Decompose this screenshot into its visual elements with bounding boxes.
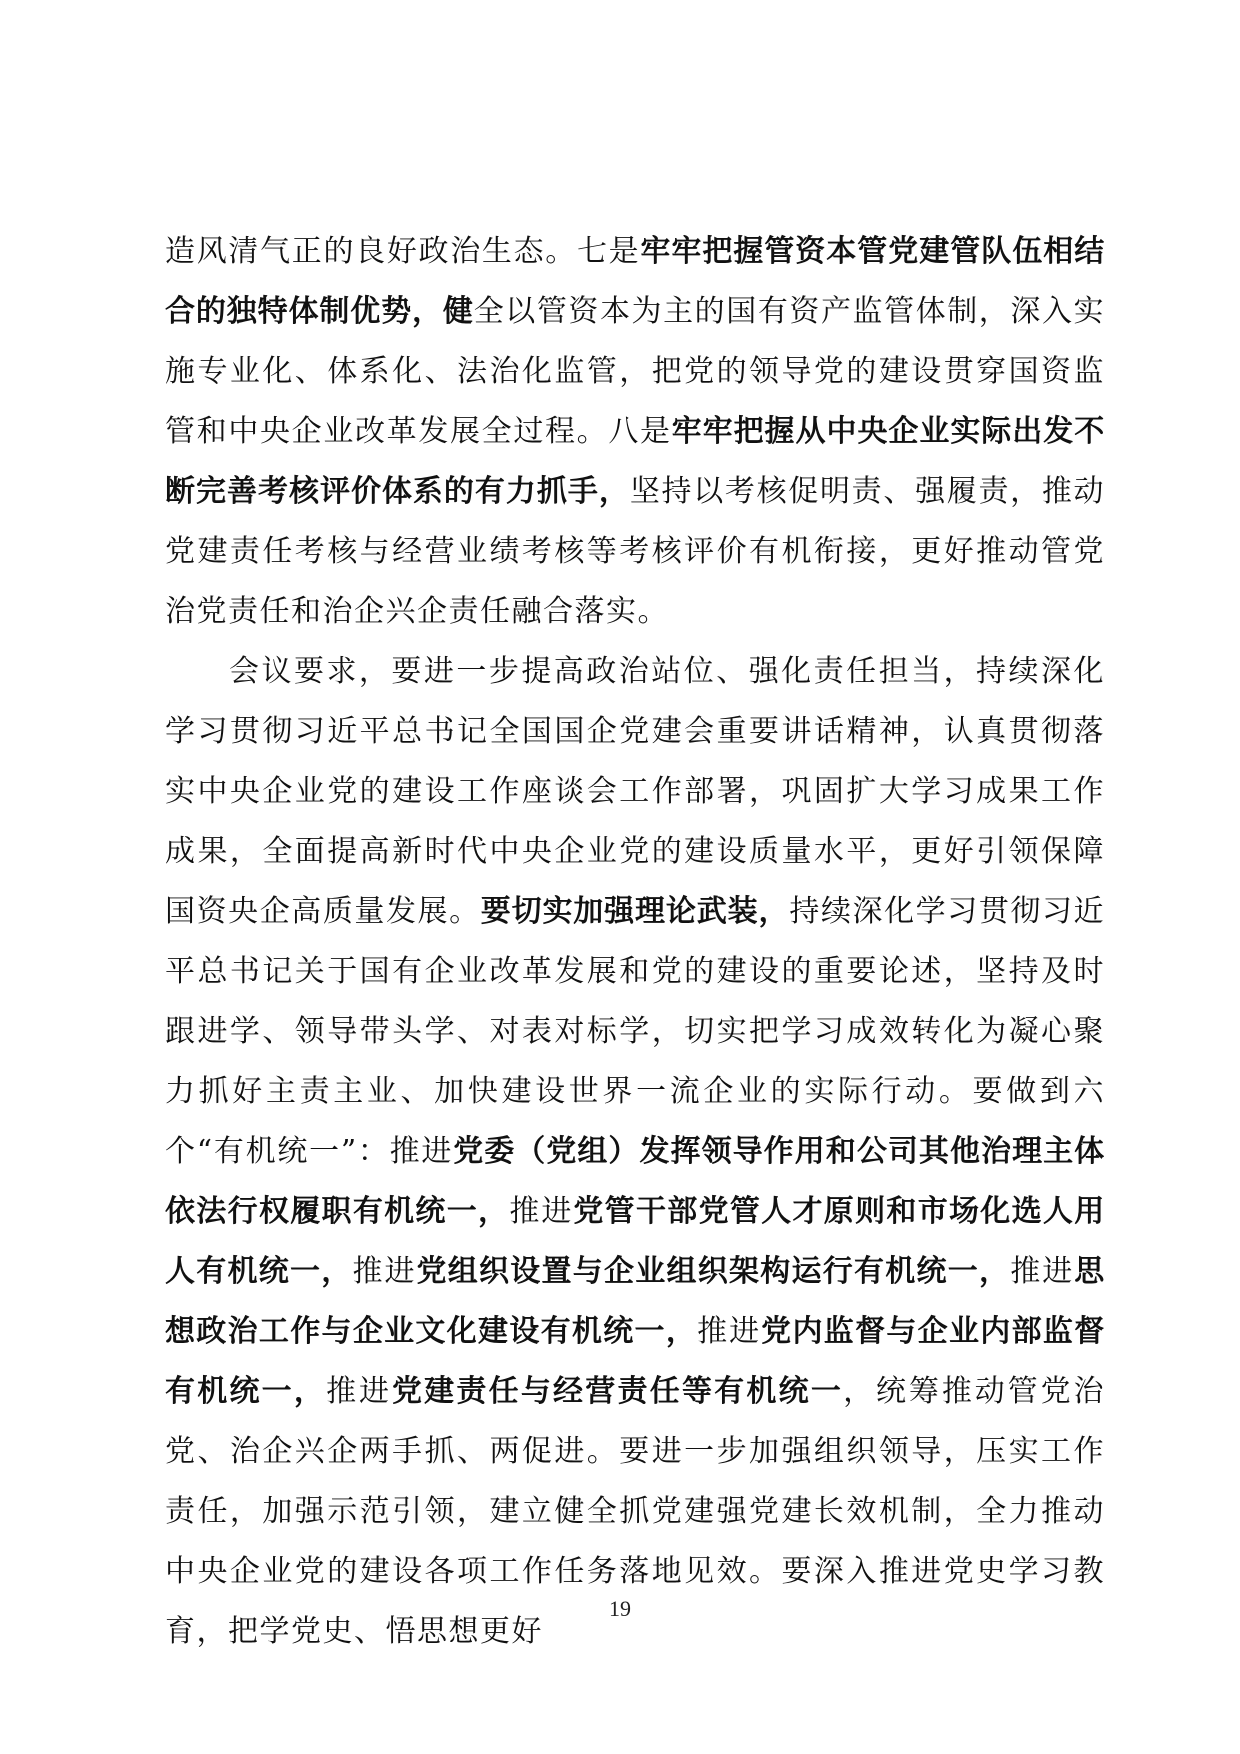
text-run: 推进 <box>352 1254 417 1289</box>
text-run: 坚持以考核促明责、强履责，推动党建责任考核与经营业绩考核等考核评价有机衔接，更好推动管党治党责任和治企兴企责任融合落实。 <box>165 474 1106 629</box>
text-run: 持续深化学习贯彻习近平总书记关于国有企业改革发展和党的建设的重要论述，坚持及时跟进学、领导带头学、对表对标学，切实把学习成效转化为凝心聚力抓好主责主业、加快建设世界一流企业的实际行动。要做到六个“有机统一”：推进 <box>165 894 1106 1169</box>
text-run: 推进 <box>1010 1254 1075 1289</box>
text-run: 会议要求，要进一步提高政治站位、强化责任担当，持续深化学习贯彻习近平总书记全国国企党建会重要讲话精神，认真贯彻落实中央企业党的建设工作座谈会工作部署，巩固扩大学习成果工作成果，全面提高新时代中央企业党的建设质量水平，更好引领保障国资央企高质量发展。 <box>165 654 1105 929</box>
bold-text-run: 党建责任与经营责任等有机统一 <box>391 1374 844 1409</box>
text-run: 造风清气正的良好政治生态。七是 <box>165 234 641 269</box>
bold-text-run: 党组织设置与企业组织架构运行有机统一， <box>416 1254 1011 1289</box>
text-run: 推进 <box>509 1194 574 1229</box>
text-run: ，统筹推动管党治党、治企兴企两手抓、两促进。要进一步加强组织领导，压实工作责任，加强示范引领，建立健全抓党建强党建长效机制，全力推动中央企业党的建设各项工作任务落地见效。要深入推进党史学习教育，把学党史、悟思想更好 <box>165 1374 1106 1649</box>
page-number: 19 <box>609 1596 631 1621</box>
bold-text-run: 党管干部党管人才原则和市场化选人用人有机统一， <box>165 1194 1106 1289</box>
bold-text-run: 党内监督与企业内部监督有机统一， <box>165 1314 1105 1409</box>
body-text <box>165 222 1105 1662</box>
paragraph-2 <box>165 642 1105 1662</box>
bold-text-run: 思想政治工作与企业文化建设有机统一， <box>165 1254 1106 1349</box>
text-run: 推进 <box>697 1314 762 1349</box>
paragraph-1 <box>165 222 1105 642</box>
bold-text-run: 牢牢把握管资本管党建管队伍相结合的独特体制优势，健 <box>165 234 1106 329</box>
bold-text-run: 牢牢把握从中央企业实际出发不断完善考核评价体系的有力抓手， <box>165 414 1106 509</box>
text-run: 全以管资本为主的国有资产监管体制，深入实施专业化、体系化、法治化监管，把党的领导党的建设贯穿国资监管和中央企业改革发展全过程。八是 <box>165 294 1106 449</box>
bold-text-run: 要切实加强理论武装， <box>480 894 790 929</box>
text-run: 推进 <box>326 1374 392 1409</box>
bold-text-run: 党委（党组）发挥领导作用和公司其他治理主体依法行权履职有机统一， <box>165 1134 1105 1229</box>
